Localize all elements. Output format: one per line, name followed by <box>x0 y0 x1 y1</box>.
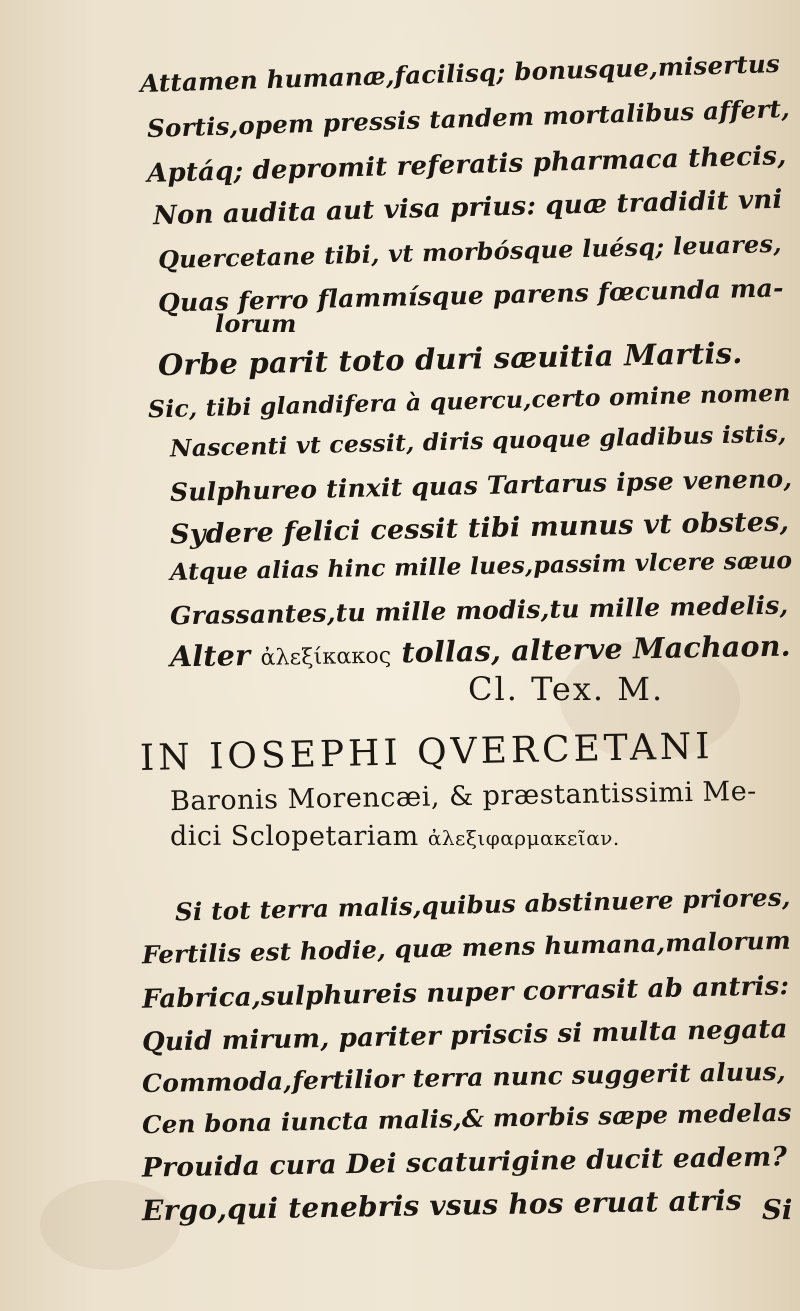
section-subtitle: Baronis Morencæi, & præstantissimi Me- <box>169 775 758 818</box>
poem-line: Si tot terra malis,quibus abstinuere priores, <box>174 882 791 927</box>
poem-line: lorum <box>215 309 297 338</box>
poem-line: Prouida cura Dei scaturigine ducit eadem? <box>141 1141 788 1184</box>
signature: Cl. Tex. M. <box>468 670 665 708</box>
poem-line: Quid mirum, pariter priscis si multa negata <box>141 1014 788 1058</box>
poem-line: Sic, tibi glandifera à quercu,certo omine nomen <box>147 378 791 424</box>
section-title: IN IOSEPHI QVERCETANI <box>139 725 714 780</box>
poem-line: Orbe parit toto duri sæuitia Martis. <box>157 335 743 383</box>
poem-line: Quercetane tibi, vt morbósque luésq; leuares, <box>157 228 783 275</box>
poem-line: Fabrica,sulphureis nuper corrasit ab antris: <box>141 971 790 1015</box>
poem-line: Commoda,fertilior terra nunc suggerit aluus, <box>141 1056 787 1099</box>
poem-line: Sydere felici cessit tibi munus vt obstes, <box>169 506 790 551</box>
poem-line-end: tollas, alterve Machaon. <box>401 628 792 670</box>
poem-line: Ergo,qui tenebris vsus hos eruat atris <box>141 1183 743 1228</box>
poem-line: Grassantes,tu mille modis,tu mille medelis, <box>169 590 789 631</box>
poem-line: Fertilis est hodie, quæ mens humana,malorum <box>141 925 792 970</box>
poem-line: Aptáq; depromit referatis pharmaca thecis, <box>146 141 787 189</box>
poem-line: Atque alias hinc mille lues,passim vlcere sæuo <box>169 546 793 586</box>
poem-line: Attamen humanæ,facilisq; bonusque,misertus <box>139 48 781 99</box>
section-subtitle <box>170 823 620 850</box>
poem-line: Quas ferro flammísque parens fœcunda ma- <box>157 273 784 318</box>
poem-line: Non audita aut visa prius: quæ tradidit vni <box>152 184 783 232</box>
catchword: Si <box>762 1194 793 1226</box>
poem-line: Cen bona iuncta malis,& morbis sæpe medelas <box>141 1097 792 1140</box>
subtitle-text: dici Sclopetariam <box>170 821 419 852</box>
poem-line: Nascenti vt cessit, diris quoque gladibus istis, <box>169 419 787 463</box>
greek-word: ἀλεξίκακος <box>260 643 392 671</box>
greek-word: ἀλεξιφαρμακεῖαν. <box>427 826 620 850</box>
poem-line-start: Alter <box>169 638 251 674</box>
poem-line: Sortis,opem pressis tandem mortalibus affert, <box>146 93 791 144</box>
poem-line: Sulphureo tinxit quas Tartarus ipse veneno, <box>169 463 793 508</box>
